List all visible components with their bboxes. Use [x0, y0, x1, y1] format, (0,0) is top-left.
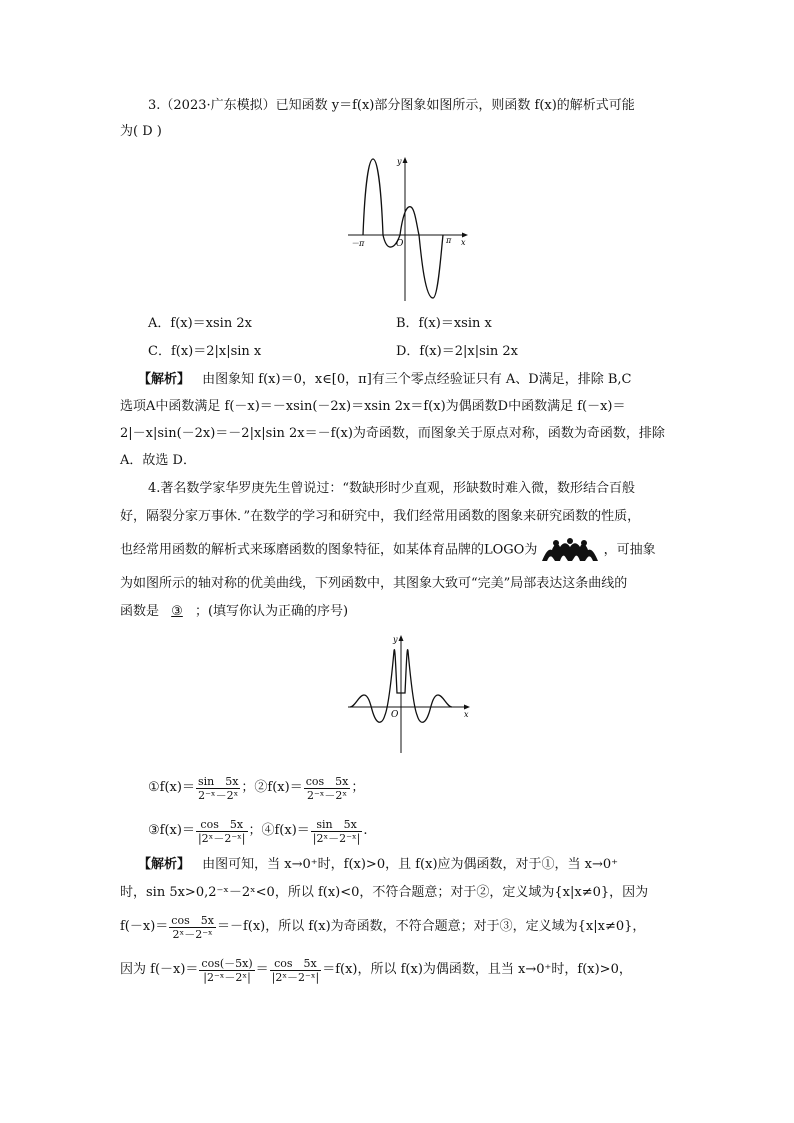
q4-opt2-prefix: ；②f(x)＝ [241, 780, 303, 795]
q4-opt4-num: sin 5x [316, 817, 357, 831]
q3-option-c: C．f(x)＝2|x|sin x [148, 344, 262, 359]
q4-analysis-line1: 由图可知，当 x→0⁺时，f(x)>0，且 f(x)应为偶函数，对于①，当 x→0⁺ [202, 857, 619, 872]
q4-opt3-prefix: ③f(x)＝ [148, 823, 195, 838]
q4-opt4-den: |2ˣ－2⁻ˣ| [312, 831, 361, 845]
q3-stem-line1: 3.（2023·广东模拟）已知函数 y＝f(x)部分图象如图所示，则函数 f(x)的解析式可能 [148, 98, 635, 113]
q3-y-arrow [403, 157, 408, 163]
q3-analysis-tag: 【解析】 [138, 372, 191, 387]
q4-y-arrow [399, 635, 404, 641]
q4-opt2-end: ； [351, 780, 365, 795]
q3-stem-line2: 为( D ) [120, 124, 162, 139]
q4-analysis-line3-suffix: ＝－f(x)，所以 f(x)为奇函数，不符合题意；对于③，定义域为{x|x≠0}， [216, 919, 646, 934]
q4-opt1-prefix: ①f(x)＝ [148, 780, 195, 795]
q4-analysis-line4-prefix: 因为 f(－x)＝ [120, 962, 199, 977]
q4-stem-line4: 为如图所示的轴对称的优美曲线，下列函数中，其图象大致可“完美”局部表达这条曲线的 [120, 576, 628, 591]
q4-y-label: y [393, 635, 398, 644]
q3-origin-label: O [396, 239, 404, 249]
q4-opt3-num: cos 5x [200, 817, 244, 831]
q4-analysis-line4-eq: ＝ [255, 962, 269, 977]
q4-x-arrow [464, 705, 470, 710]
q3-x-arrow [462, 233, 468, 238]
q3-y-label: y [397, 157, 402, 166]
q4-opt1-num: sin 5x [197, 774, 239, 788]
q3-analysis-line3: 2|－x|sin(－2x)＝－2|x|sin 2x＝－f(x)为奇函数，而图象关于原点对称，函数为奇函数，排除 [120, 426, 665, 441]
q4-opt2-den: 2⁻ˣ－2ˣ [304, 788, 351, 802]
q4-graph [345, 633, 480, 758]
q4-answer-blank: ③ [171, 604, 183, 619]
kappa-logo-icon [541, 538, 599, 562]
q4-stem-line5b: ；(填写你认为正确的序号) [194, 604, 349, 619]
q4-opt2-fraction [304, 775, 351, 802]
q4-origin-label: O [391, 710, 399, 720]
q4-analysis-line4-den1: |2⁻ˣ－2ˣ| [199, 970, 254, 984]
q4-opt3-fraction [196, 818, 248, 845]
q4-stem-line2: 好，隔裂分家万事休．”在数学的学习和研究中，我们经常用函数的图象来研究函数的性质， [120, 509, 641, 524]
q4-analysis-line3-fraction [169, 914, 216, 941]
q4-analysis-line4-den2: |2ˣ－2⁻ˣ| [271, 970, 320, 984]
q4-opt4-prefix: ；④f(x)＝ [248, 823, 310, 838]
q3-analysis-line4: A．故选 D． [120, 453, 196, 468]
q4-analysis-line4-fraction1 [199, 957, 254, 984]
q3-analysis-line2: 选项A中函数满足 f(－x)＝－xsin(－2x)＝xsin 2x＝f(x)为偶函数D中函数满足 f(－x)＝ [120, 399, 626, 414]
q4-stem-line5a: 函数是 [120, 604, 160, 619]
q3-option-a: A．f(x)＝xsin 2x [148, 316, 252, 331]
q4-analysis-line3-den: 2ˣ－2⁻ˣ [169, 927, 216, 941]
q4-stem-line3a: 也经常用函数的解析式来琢磨函数的图象特征，如某体育品牌的LOGO为 [120, 542, 538, 558]
q3-pi-label: π [446, 236, 452, 245]
q3-curve [363, 159, 443, 298]
q3-option-b: B．f(x)＝xsin x [396, 316, 492, 331]
q4-analysis-line4-num1: cos(－5x) [201, 956, 253, 970]
q4-analysis-line4-suffix: ＝f(x)，所以 f(x)为偶函数，且当 x→0⁺时，f(x)>0， [322, 962, 632, 977]
q4-opt4-end: . [363, 823, 368, 838]
q4-analysis-line2: 时，sin 5x>0,2⁻ˣ－2ˣ<0，所以 f(x)<0，不符合题意；对于②，定义域为{x|x≠0}，因为 [120, 885, 649, 900]
q4-opt3-den: |2ˣ－2⁻ˣ| [197, 831, 246, 845]
q3-x-label: x [461, 238, 466, 247]
q4-opt1-fraction [196, 775, 240, 802]
q3-graph [345, 153, 475, 303]
q4-analysis-line3-num: cos 5x [171, 913, 214, 927]
q4-analysis-line4-num2: cos 5x [274, 956, 317, 970]
q3-analysis-line1: 由图象知 f(x)＝0，x∈[0，π]有三个零点经验证只有 A、D满足，排除 B,C [202, 372, 632, 387]
q4-stem-line3b: ，可抽象 [603, 542, 656, 558]
q4-analysis-tag: 【解析】 [138, 857, 191, 872]
q4-opt4-fraction [311, 818, 363, 845]
q4-analysis-line3-prefix: f(－x)＝ [120, 919, 169, 934]
q3-neg-pi-label: －π [351, 239, 365, 248]
q3-option-d: D．f(x)＝2|x|sin 2x [396, 344, 519, 359]
q4-opt1-den: 2⁻ˣ－2ˣ [196, 788, 240, 802]
q4-analysis-line4-fraction2 [270, 957, 322, 984]
q4-stem-line1: 4.著名数学家华罗庚先生曾说过：“数缺形时少直观，形缺数时难入微，数形结合百般 [148, 481, 636, 496]
q4-opt2-num: cos 5x [305, 774, 349, 788]
q4-x-label: x [464, 710, 469, 719]
